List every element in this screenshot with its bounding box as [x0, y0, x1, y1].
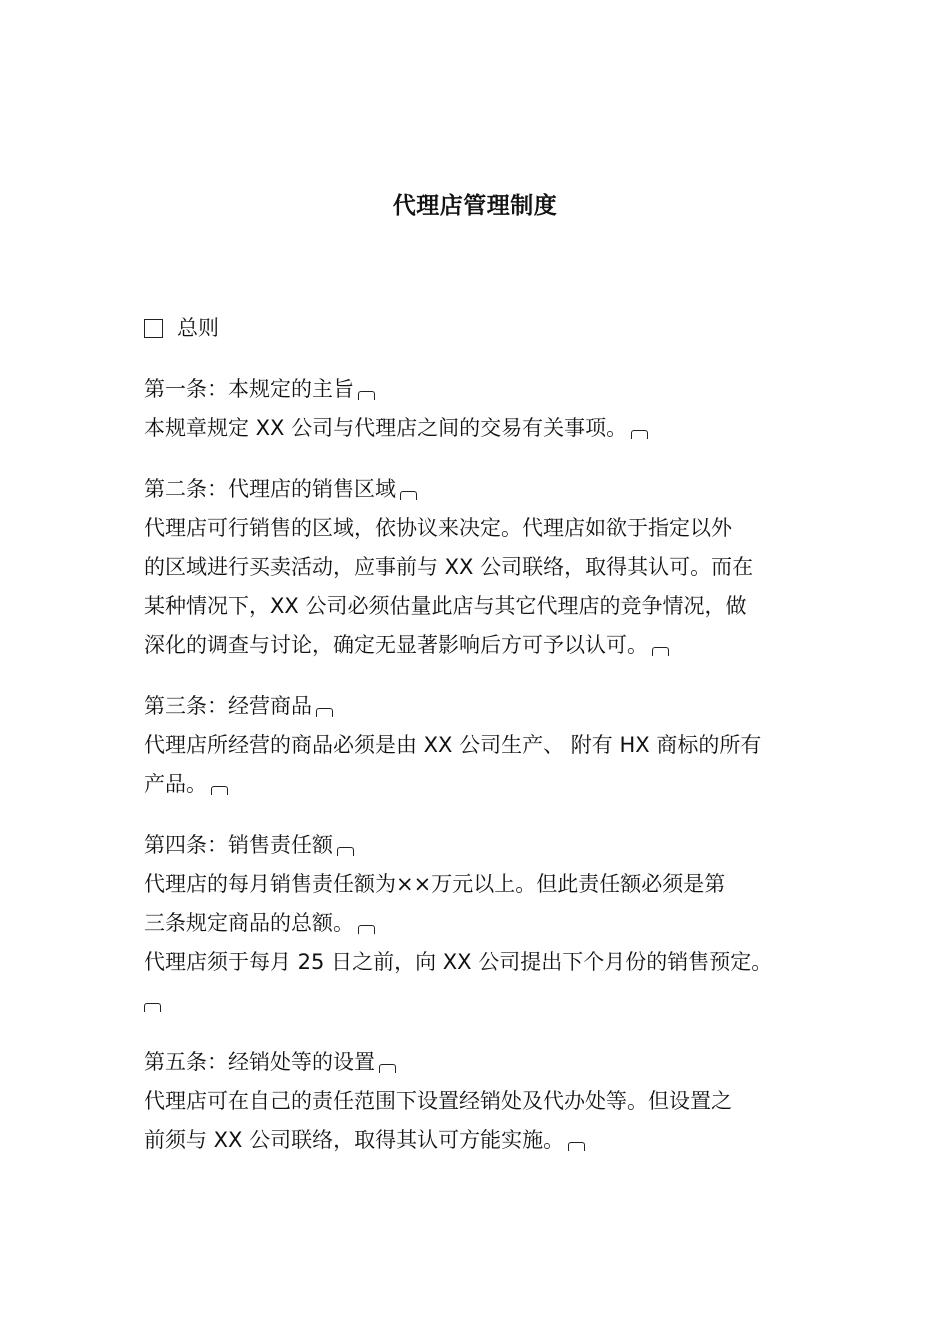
- article-text: 的区域进行买卖活动，应事前与 XX 公司联络，取得其认可。而在: [144, 555, 754, 579]
- article-2: [144, 470, 806, 665]
- paragraph-mark-icon: [400, 491, 417, 500]
- article-text: 代理店可行销售的区域，依协议来决定。代理店如欲于指定以外: [144, 516, 732, 540]
- checkbox-icon[interactable]: [144, 319, 163, 338]
- article-heading: 第三条：经营商品: [144, 687, 806, 726]
- article-text: 代理店所经营的商品必须是由 XX 公司生产、 附有 HX 商标的所有: [144, 733, 762, 757]
- section-label: 总则: [177, 316, 219, 340]
- article-text: 代理店可在自己的责任范围下设置经销处及代办处等。但设置之: [144, 1089, 732, 1113]
- article-heading: 第一条：本规定的主旨: [144, 370, 806, 409]
- paragraph-mark-icon: [144, 1003, 161, 1012]
- article-text: 代理店的每月销售责任额为××万元以上。但此责任额必须是第: [144, 872, 726, 896]
- article-5: [144, 1043, 806, 1160]
- document-title: 代理店管理制度: [392, 193, 558, 219]
- article-text: [144, 982, 806, 1021]
- article-text: 本规章规定 XX 公司与代理店之间的交易有关事项。: [144, 409, 806, 448]
- paragraph-mark-icon: [631, 430, 648, 439]
- paragraph-mark-icon: [358, 391, 375, 400]
- article-heading: 第二条：代理店的销售区域: [144, 470, 806, 509]
- article-text: 三条规定商品的总额。: [144, 904, 806, 943]
- paragraph-mark-icon: [358, 925, 375, 934]
- section-general: [144, 312, 219, 344]
- article-text: 深化的调查与讨论，确定无显著影响后方可予以认可。: [144, 626, 806, 665]
- article-text: 某种情况下，XX 公司必须估量此店与其它代理店的竞争情况，做: [144, 594, 747, 618]
- article-4: [144, 826, 806, 1021]
- article-3: [144, 687, 806, 804]
- article-text: 产品。: [144, 765, 806, 804]
- paragraph-mark-icon: [211, 786, 228, 795]
- paragraph-mark-icon: [316, 708, 333, 717]
- article-text: 代理店须于每月 25 日之前，向 XX 公司提出下个月份的销售预定。: [144, 950, 773, 974]
- paragraph-mark-icon: [568, 1142, 585, 1151]
- article-heading: 第五条：经销处等的设置: [144, 1043, 806, 1082]
- paragraph-mark-icon: [379, 1064, 396, 1073]
- article-1: [144, 370, 806, 448]
- paragraph-mark-icon: [652, 647, 669, 656]
- article-text: 前须与 XX 公司联络，取得其认可方能实施。: [144, 1121, 806, 1160]
- article-heading: 第四条：销售责任额: [144, 826, 806, 865]
- paragraph-mark-icon: [337, 847, 354, 856]
